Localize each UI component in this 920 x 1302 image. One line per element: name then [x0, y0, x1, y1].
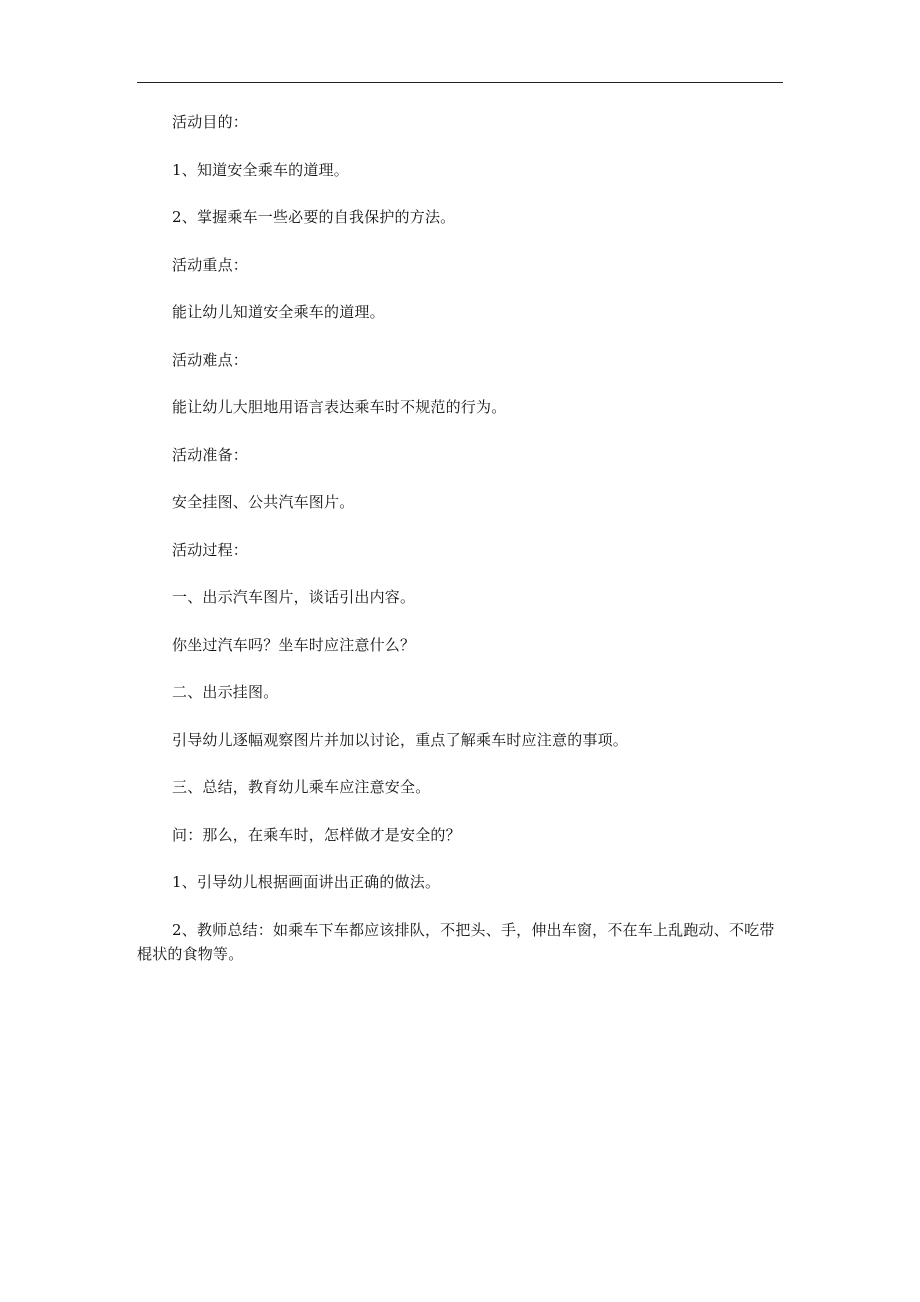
heading-activity-goal: 活动目的：: [172, 113, 249, 131]
heading-preparation: 活动准备：: [172, 445, 249, 464]
heading-key-point: 活动重点：: [172, 255, 249, 274]
heading-process: 活动过程：: [172, 540, 249, 559]
document-body: [137, 110, 783, 989]
key-point-text: 能让幼儿知道安全乘车的道理。: [172, 303, 385, 321]
process-step-1: 一、出示汽车图片，谈话引出内容。: [172, 588, 416, 606]
summary-item-2: 2、教师总结：如乘车下车都应该排队，不把头、手，伸出车窗，不在车上乱跑动、不吃带棍状的食物等。: [137, 920, 775, 963]
difficulty-text: 能让幼儿大胆地用语言表达乘车时不规范的行为。: [172, 398, 507, 416]
heading-difficulty: 活动难点：: [172, 350, 249, 369]
preparation-text: 安全挂图、公共汽车图片。: [172, 493, 355, 511]
process-step-2: 二、出示挂图。: [172, 683, 279, 701]
process-step-3-question: 问：那么，在乘车时，怎样做才是安全的？: [172, 825, 461, 844]
process-step-1-question: 你坐过汽车吗？坐车时应注意什么？: [172, 635, 416, 654]
goal-item-2: 2、掌握乘车一些必要的自我保护的方法。: [172, 208, 456, 226]
summary-item-1: 1、引导幼儿根据画面讲出正确的做法。: [172, 873, 441, 891]
header-rule: [137, 82, 783, 83]
process-step-2-detail: 引导幼儿逐幅观察图片并加以讨论，重点了解乘车时应注意的事项。: [172, 730, 629, 749]
goal-item-1: 1、知道安全乘车的道理。: [172, 160, 349, 179]
process-step-3: 三、总结，教育幼儿乘车应注意安全。: [172, 778, 431, 796]
